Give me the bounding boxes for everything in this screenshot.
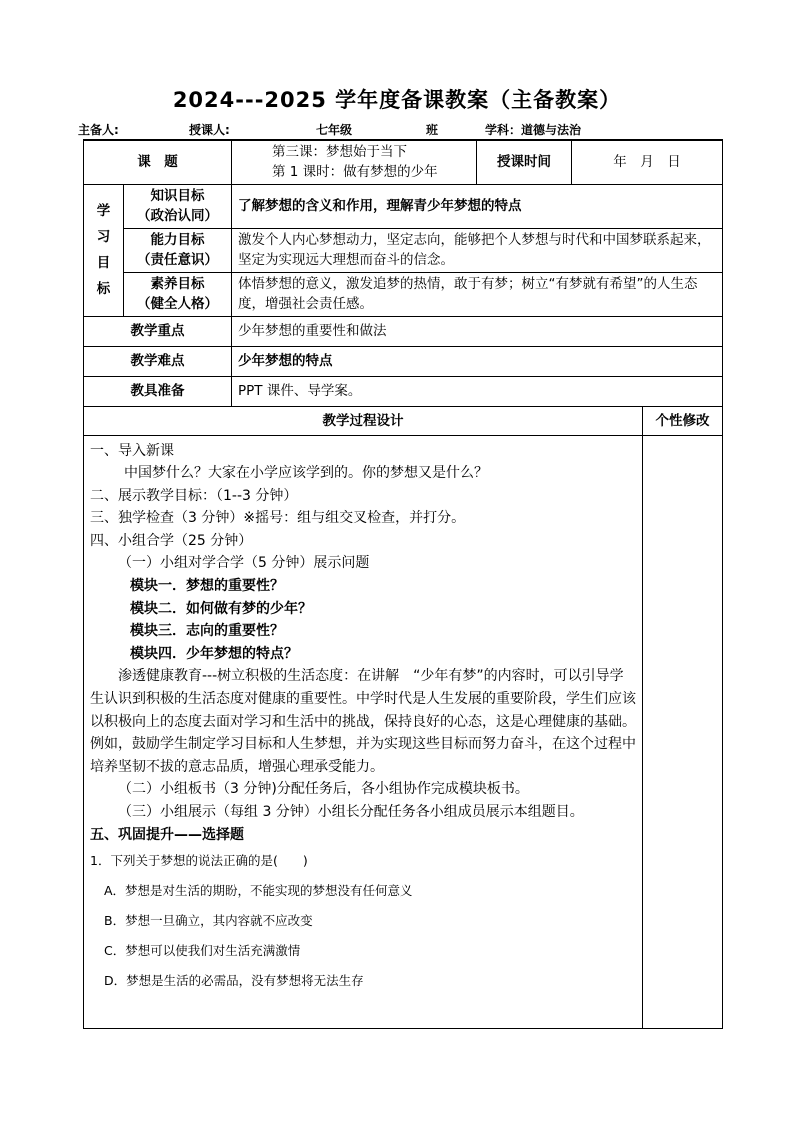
module-2: 模块二．如何做有梦的少年？: [130, 600, 312, 617]
difficulty-label: 教学难点: [84, 346, 232, 376]
section-goals: 二、展示教学目标：（1--3 分钟）: [90, 487, 298, 504]
question-1-option-d: D．梦想是生活的必需品，没有梦想将无法生存: [104, 973, 364, 989]
knowledge-objective-label: 知识目标 （政治认同）: [124, 184, 232, 228]
objectives-group-label: 学 习 目 标: [84, 184, 124, 316]
time-label: 授课时间: [477, 140, 572, 184]
preparer-label: 主备人:: [78, 123, 119, 137]
difficulty-text: 少年梦想的特点: [232, 346, 723, 376]
process-content: [84, 435, 643, 1028]
question-1-option-b: B．梦想一旦确立，其内容就不应改变: [104, 913, 313, 929]
intro-text: 中国梦什么？大家在小学应该学到的。你的梦想又是什么？: [124, 465, 488, 482]
lesson-title-2: 第 1 课时：做有梦想的少年: [272, 164, 438, 181]
group-study-a: （一）小组对学合学（5 分钟）展示问题: [118, 555, 370, 572]
ability-objective-text: 激发个人内心梦想动力，坚定志向，能够把个人梦想与时代和中国梦联系起来，坚定为实现远大理想而奋斗的信念。: [232, 228, 723, 272]
knowledge-objective-text: 了解梦想的含义和作用，理解青少年梦想的特点: [232, 184, 723, 228]
personal-edit-header: 个性修改: [643, 406, 723, 435]
module-4: 模块四．少年梦想的特点？: [130, 645, 298, 662]
grade-label: 七年级: [316, 123, 353, 137]
question-1-option-a: A．梦想是对生活的期盼，不能实现的梦想没有任何意义: [104, 883, 413, 899]
key-point-label: 教学重点: [84, 316, 232, 346]
teacher-label: 授课人:: [189, 123, 230, 137]
topic-label: 课 题: [84, 140, 232, 184]
section-consolidate: 五、巩固提升——选择题: [90, 826, 244, 843]
group-study-c: （三）小组展示（每组 3 分钟）小组长分配任务各小组成员展示本组题目。: [118, 804, 584, 820]
process-header: 教学过程设计: [84, 406, 643, 435]
personal-edit-column: [643, 435, 723, 1028]
page-title: 2024---2025 学年度备课教案（主备教案）: [172, 88, 622, 112]
module-1: 模块一．梦想的重要性？: [130, 578, 284, 595]
tools-label: 教具准备: [84, 376, 232, 406]
key-point-text: 少年梦想的重要性和做法: [232, 316, 723, 346]
quality-objective-label: 素养目标 （健全人格）: [124, 272, 232, 316]
lesson-plan-table: [83, 139, 722, 1029]
question-1-option-c: C．梦想可以使我们对生活充满激情: [104, 943, 301, 959]
section-group-study: 四、小组合学（25 分钟）: [90, 532, 253, 549]
health-education-paragraph: 渗透健康教育---树立积极的生活态度：在讲解 “少年有梦”的内容时，可以引导学生认识到积极的生活态度对健康的重要性。中学时代是人生发展的重要阶段，学生们应该以积极向上的态度去面对学习和生活中的挑战，保持良好的心态，这是心理健康的基础。例如，鼓励学生制定学习目标和人生梦想，并为实现这些目标而努力奋斗，在这个过程中培养坚韧不拔的意志品质，增强心理承受能力。: [90, 668, 636, 775]
group-study-b: （二）小组板书（3 分钟)分配任务后，各小组协作完成模块板书。: [118, 781, 529, 798]
meta-line: [0, 121, 794, 137]
section-intro: 一、导入新课: [90, 442, 174, 459]
lesson-title-1: 第三课：梦想始于当下: [272, 144, 407, 161]
section-self-check: 三、独学检查（3 分钟）※摇号：组与组交叉检查，并打分。: [90, 510, 466, 527]
ability-objective-label: 能力目标 （责任意识）: [124, 228, 232, 272]
quality-objective-text: 体悟梦想的意义，激发追梦的热情，敢于有梦；树立“有梦就有希望”的人生态度，增强社会责任感。: [232, 272, 723, 316]
module-3: 模块三．志向的重要性？: [130, 623, 284, 640]
tools-text: PPT 课件、导学案。: [232, 376, 723, 406]
class-label: 班: [426, 123, 439, 137]
date-cell: 年 月 日: [572, 140, 723, 184]
question-1: 1．下列关于梦想的说法正确的是( ): [90, 853, 308, 869]
subject-label: 学科：道德与法治: [485, 123, 582, 137]
lesson-title-cell: [232, 140, 477, 184]
